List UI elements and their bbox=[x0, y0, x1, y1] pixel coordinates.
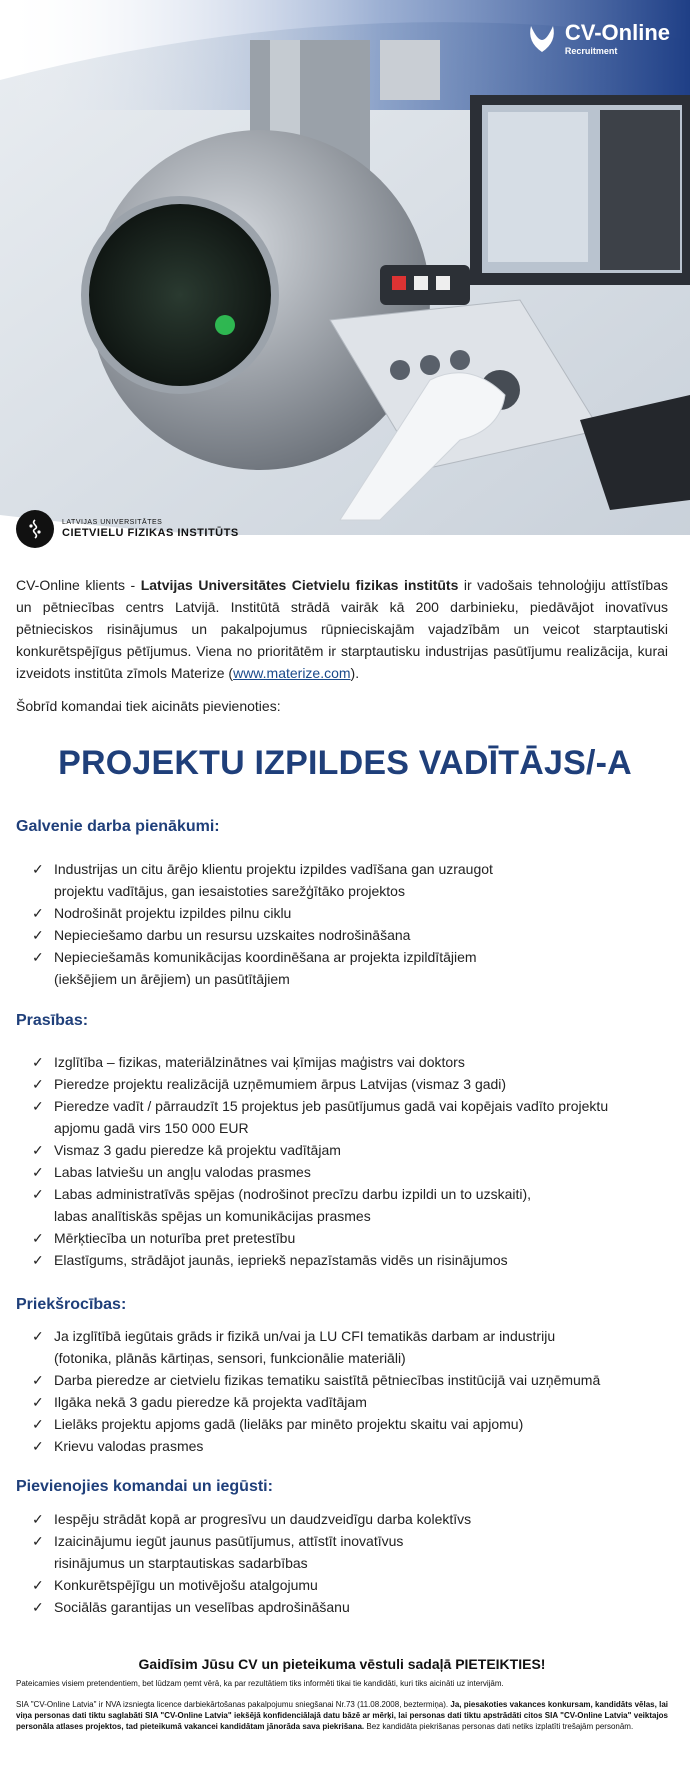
offer-item-text: Izaicinājumu iegūt jaunus pasūtījumus, attīstīt inovatīvus bbox=[54, 1533, 404, 1549]
job-title: PROJEKTU IZPILDES VADĪTĀJS/-A bbox=[58, 744, 632, 782]
checkmark-icon: ✓ bbox=[32, 1164, 44, 1180]
requirements-item-text: Labas latviešu un angļu valodas prasmes bbox=[54, 1164, 311, 1180]
requirements-item bbox=[32, 1227, 608, 1249]
cv-online-logo bbox=[525, 22, 670, 56]
requirements-heading: Prasības: bbox=[16, 1012, 89, 1029]
advantages-item-text: Krievu valodas prasmes bbox=[54, 1438, 204, 1454]
advantages-item bbox=[32, 1369, 600, 1391]
duties-item bbox=[32, 858, 493, 902]
apply-call-to-action: Gaidīsim Jūsu CV un pieteikuma vēstuli sadaļā PIETEIKTIES! bbox=[138, 1656, 546, 1672]
offer-list bbox=[32, 1508, 471, 1618]
offer-heading: Pievienojies komandai un iegūsti: bbox=[16, 1478, 273, 1495]
offer-item-text: Iespēju strādāt kopā ar progresīvu un daudzveidīgu darba kolektīvs bbox=[54, 1511, 472, 1527]
duties-list bbox=[32, 858, 493, 990]
intro-text-a: CV-Online klients - bbox=[16, 577, 141, 593]
advantages-item bbox=[32, 1435, 600, 1457]
checkmark-icon: ✓ bbox=[32, 1186, 44, 1202]
advantages-item-text: Ilgāka nekā 3 gadu pieredze kā projekta vadītājam bbox=[54, 1394, 367, 1410]
requirements-item bbox=[32, 1183, 608, 1227]
requirements-item-text: apjomu gadā virs 150 000 EUR bbox=[54, 1120, 249, 1136]
institute-line1: LATVIJAS UNIVERSITĀTES bbox=[62, 519, 163, 526]
checkmark-icon: ✓ bbox=[32, 905, 44, 921]
checkmark-icon: ✓ bbox=[32, 1438, 44, 1454]
checkmark-icon: ✓ bbox=[32, 1394, 44, 1410]
checkmark-icon: ✓ bbox=[32, 1372, 44, 1388]
client-name: Latvijas Universitātes Cietvielu fizikas institūts bbox=[140, 577, 459, 593]
checkmark-icon: ✓ bbox=[32, 1577, 44, 1593]
brand-name: CV-Online bbox=[564, 20, 670, 45]
duties-item bbox=[32, 902, 493, 924]
legal-text-c: Bez kandidāta piekrišanas personas dati netiks izplatīti trešajām personām. bbox=[364, 1722, 634, 1731]
advantages-item bbox=[32, 1325, 600, 1369]
duties-item bbox=[32, 946, 493, 990]
duties-item-text: Nodrošināt projektu izpildes pilnu ciklu bbox=[54, 905, 292, 921]
footer-note: Pateicamies visiem pretendentiem, bet lūdzam ņemt vērā, ka par rezultātiem tiks informēti tikai tie kandidāti, kuri tiks aicināti uz intervijām. bbox=[16, 1679, 504, 1688]
requirements-item-text: Vismaz 3 gadu pieredze kā projektu vadītājam bbox=[54, 1142, 341, 1158]
invite-text: Šobrīd komandai tiek aicināts pievienoties: bbox=[16, 698, 281, 714]
advantages-item-text: (fotonika, plānās kārtiņas, sensori, funkcionālie materiāli) bbox=[54, 1350, 406, 1366]
requirements-item bbox=[32, 1095, 608, 1139]
requirements-item-text: labas analītiskās spējas un komunikācijas prasmes bbox=[54, 1208, 371, 1224]
checkmark-icon: ✓ bbox=[32, 927, 44, 943]
checkmark-icon: ✓ bbox=[32, 1098, 44, 1114]
requirements-list bbox=[32, 1051, 608, 1271]
hero-image bbox=[0, 0, 690, 535]
institute-logo bbox=[16, 510, 239, 548]
checkmark-icon: ✓ bbox=[32, 1328, 44, 1344]
offer-item bbox=[32, 1530, 471, 1574]
footer bbox=[16, 1656, 668, 1732]
duties-item-text: (iekšējiem un ārējiem) un pasūtītājiem bbox=[54, 971, 290, 987]
intro-paragraph bbox=[16, 574, 668, 684]
duties-item-text: Industrijas un citu ārējo klientu projektu izpildes vadīšana gan uzraugot bbox=[54, 861, 493, 877]
intro-text-d: ). bbox=[350, 665, 360, 681]
checkmark-icon: ✓ bbox=[32, 1142, 44, 1158]
requirements-item bbox=[32, 1161, 608, 1183]
requirements-item bbox=[32, 1249, 608, 1271]
requirements-item-text: Izglītība – fizikas, materiālzinātnes vai ķīmijas maģistrs vai doktors bbox=[54, 1054, 465, 1070]
duties-item bbox=[32, 924, 493, 946]
checkmark-icon: ✓ bbox=[32, 1416, 44, 1432]
requirements-item bbox=[32, 1051, 608, 1073]
legal-text-a: SIA "CV-Online Latvia" ir NVA izsniegta licence darbiekārtošanas pakalpojumu sniegšanai Nr.73 (11.08.2008, beztermiņa). bbox=[16, 1700, 451, 1709]
offer-item-text: Sociālās garantijas un veselības apdrošināšanu bbox=[54, 1599, 350, 1615]
legal-text bbox=[16, 1699, 668, 1732]
advantages-list bbox=[32, 1325, 600, 1457]
offer-item-text: Konkurētspējīgu un motivējošu atalgojumu bbox=[54, 1577, 318, 1593]
advantages-item-text: Lielāks projektu apjoms gadā (lielāks par minēto projektu skaitu vai apjomu) bbox=[54, 1416, 524, 1432]
checkmark-icon: ✓ bbox=[32, 1511, 44, 1527]
duties-heading: Galvenie darba pienākumi: bbox=[16, 818, 220, 835]
checkmark-icon: ✓ bbox=[32, 949, 44, 965]
offer-item-text: risinājumus un starptautiskas sadarbības bbox=[54, 1555, 308, 1571]
offer-item bbox=[32, 1596, 471, 1618]
checkmark-icon: ✓ bbox=[32, 1054, 44, 1070]
lab-photo bbox=[0, 0, 690, 535]
checkmark-icon: ✓ bbox=[32, 1599, 44, 1615]
advantages-item-text: Ja izglītībā iegūtais grāds ir fizikā un/vai ja LU CFI tematikās darbam ar industriju bbox=[54, 1328, 556, 1344]
checkmark-icon: ✓ bbox=[32, 1533, 44, 1549]
advantages-heading: Priekšrocības: bbox=[16, 1296, 127, 1313]
advantages-item bbox=[32, 1391, 600, 1413]
requirements-item bbox=[32, 1073, 608, 1095]
requirements-item-text: Elastīgums, strādājot jaunās, iepriekš nepazīstamās vidēs un risinājumos bbox=[54, 1252, 508, 1268]
cv-online-logo-icon bbox=[525, 22, 559, 56]
requirements-item-text: Labas administratīvās spējas (nodrošinot precīzu darbu izpildi un to uzskaiti), bbox=[54, 1186, 532, 1202]
checkmark-icon: ✓ bbox=[32, 1076, 44, 1092]
checkmark-icon: ✓ bbox=[32, 1230, 44, 1246]
advantages-item bbox=[32, 1413, 600, 1435]
requirements-item-text: Pieredze projektu realizācijā uzņēmumiem ārpus Latvijas (vismaz 3 gadi) bbox=[54, 1076, 507, 1092]
offer-item bbox=[32, 1508, 471, 1530]
requirements-item-text: Pieredze vadīt / pārraudzīt 15 projektus jeb pasūtījumus gadā vai kopējais vadīto projektu bbox=[54, 1098, 609, 1114]
duties-item-text: Nepieciešamās komunikācijas koordinēšana ar projekta izpildītājiem bbox=[54, 949, 477, 965]
requirements-item bbox=[32, 1139, 608, 1161]
duties-item-text: Nepieciešamo darbu un resursu uzskaites nodrošināšana bbox=[54, 927, 411, 943]
duties-item-text: projektu vadītājus, gan iesaistoties sarežģītāko projektos bbox=[54, 883, 405, 899]
advantages-item-text: Darba pieredze ar cietvielu fizikas tematiku saistītā pētniecības institūcijā vai uzņēmumā bbox=[54, 1372, 601, 1388]
intro-text-c: ir vadošais tehnoloģiju attīstības un pētniecības centrs Latvijā. Institūtā strādā vairāk kā 200 darbinieku, piedāvājot inovatīvus pētnieciskos risinājumus un pakalpojumus rūpnieciskajām vajadzībām un veicot starptautiski konkurētspējīgus pētījumus. Viena no prioritātēm ir starptautisku industrijas pasūtījumu realizācija, kurai izveidots institūta zīmols Materize ( bbox=[16, 577, 668, 681]
institute-line2: CIETVIELU FIZIKAS INSTITŪTS bbox=[62, 527, 239, 539]
brand-sub: Recruitment bbox=[564, 46, 618, 56]
checkmark-icon: ✓ bbox=[32, 861, 44, 877]
requirements-item-text: Mērķtiecība un noturība pret pretestību bbox=[54, 1230, 296, 1246]
offer-item bbox=[32, 1574, 471, 1596]
checkmark-icon: ✓ bbox=[32, 1252, 44, 1268]
institute-seal-icon bbox=[16, 510, 54, 548]
legal-text-b: Ja, piesakoties vakances konkursam, kandidāts vēlas, lai viņa personas dati tiktu saglabāti SIA "CV-Online Latvia" iekšējā konfidenciālajā datu bāzē ar mērķi, lai personas dati tiktu apstrādāti citos SIA "CV-Online Latvia" veiktajos personāla atlases projektos, tad pieteikumā vakancei kandidātam jānorāda sava piekrišana. bbox=[16, 1700, 668, 1731]
materize-link[interactable]: www.materize.com bbox=[233, 665, 351, 681]
